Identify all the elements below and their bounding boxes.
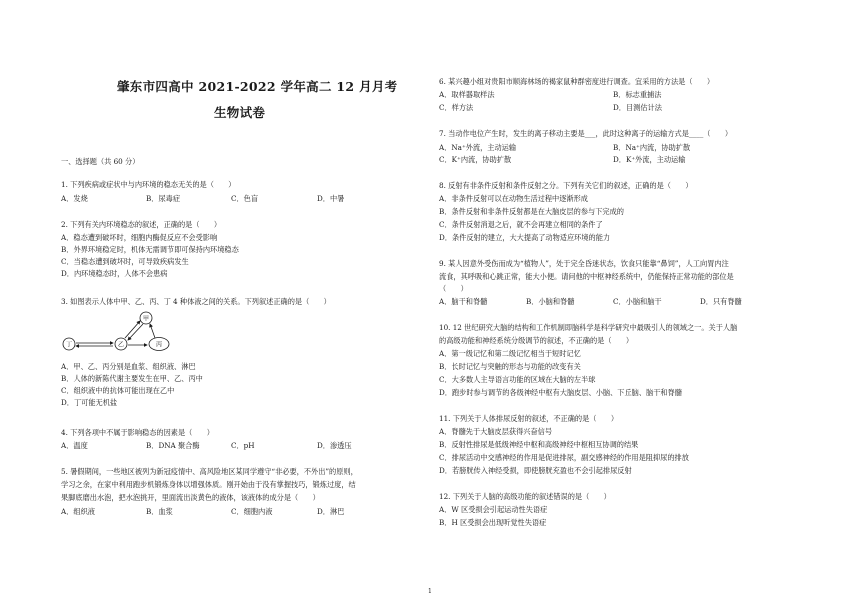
q7-stem: 7. 当动作电位产生时，发生的离子移动主要是___，此时这种离子的运输方式是____（ ） [439, 129, 733, 138]
q4-option-b: B．DNA 聚合酶 [146, 441, 200, 450]
label-bing: 丙 [155, 341, 163, 349]
q2-option-c: C．当稳态遭到破坏时，可导致疾病发生 [61, 257, 189, 266]
q6-option-d: D．目测估计法 [613, 103, 662, 112]
q1-option-a: A．发烧 [61, 194, 88, 203]
label-yi: 乙 [117, 341, 125, 349]
q10-option-b: B．长时记忆与突触的形态与功能的改变有关 [439, 362, 581, 371]
q3-option-b: B．人体的新陈代谢主要发生在甲、乙、丙中 [61, 374, 203, 383]
q3-option-c: C．组织液中的抗体可能出现在乙中 [61, 386, 175, 395]
q2-option-a: A．稳态遭到破坏时，细胞内酶促反应不会受影响 [61, 233, 218, 242]
q7-option-c: C．K⁺内流，协助扩散 [439, 155, 512, 164]
q7-option-d: D．K⁺外流，主动运输 [613, 155, 686, 164]
q5-option-c: C．细胞内液 [231, 507, 273, 516]
q9-option-d: D．只有脊髓 [700, 297, 742, 306]
q1-option-c: C．色盲 [231, 194, 259, 203]
q2-option-d: D．内环境稳态时，人体不会患病 [61, 269, 168, 278]
label-ding: 丁 [65, 341, 73, 349]
q11-stem: 11. 下列关于人体排尿反射的叙述，不正确的是（ ） [439, 414, 619, 423]
exam-subtitle: 生物试卷 [214, 105, 266, 120]
q8-option-c: C．条件反射消退之后，就不会再建立相同的条件了 [439, 220, 603, 229]
label-jia: 甲 [142, 315, 150, 323]
q9-option-a: A．脑干和脊髓 [439, 297, 488, 306]
q12-option-b: B．H 区受损会出现听觉性失语症 [439, 518, 547, 527]
q10-option-a: A．第一级记忆和第二级记忆相当于短时记忆 [439, 349, 581, 358]
q5-option-a: A．组织液 [61, 507, 95, 516]
q9-option-c: C．小脑和脑干 [613, 297, 662, 306]
q5-option-d: D．淋巴 [317, 507, 345, 516]
q11-option-b: B．反射性排尿是低级神经中枢和高级神经中枢相互协调的结果 [439, 440, 639, 449]
q10-option-c: C．大多数人主导语言功能的区域在大脑的左半球 [439, 375, 596, 384]
q8-option-b: B．条件反射和非条件反射都是在大脑皮层的参与下完成的 [439, 207, 624, 216]
q5-stem-line3: 果脚底磨出水泡，把水泡挑开，里面流出淡黄色的液体，该液体的成分是（ ） [61, 493, 320, 502]
section-heading: 一、选择题（共 60 分） [61, 157, 140, 166]
q6-option-c: C．样方法 [439, 103, 474, 112]
q9-stem-line2: 流食，其呼吸和心跳正常，能大小便。请问他的中枢神经系统中，仍能保持正常功能的部位是 [439, 272, 734, 281]
q2-stem: 2. 下列有关内环境稳态的叙述，正确的是（ ） [61, 220, 222, 229]
exam-title: 肇东市四高中 2021-2022 学年高二 12 月月考 [117, 79, 398, 94]
page-number: 1 [428, 588, 432, 595]
q7-option-b: B．Na⁺内流，协助扩散 [613, 143, 691, 152]
q6-stem: 6. 某兴趣小组对贵阳市顺海林场的褐家鼠种群密度进行调查。宜采用的方法是（ ） [439, 77, 715, 86]
q5-stem-line2: 学习之余，在家中利用跑步机锻炼身体以增强体质。刚开始由于没有掌握技巧，锻炼过度，结 [61, 480, 356, 489]
q11-option-c: C．排尿活动中交感神经的作用是促进排尿，副交感神经的作用是阻抑尿的排放 [439, 453, 689, 462]
q11-option-d: D．若膀胱传入神经受损，即使膀胱充盈也不会引起排尿反射 [439, 466, 632, 475]
q12-option-a: A．W 区受损会引起运动性失语症 [439, 505, 548, 514]
q3-stem: 3. 如图表示人体中甲、乙、丙、丁 4 种体液之间的关系。下列叙述正确的是（ ） [61, 297, 331, 306]
q12-stem: 12. 下列关于人脑的高级功能的叙述错误的是（ ） [439, 492, 611, 501]
q6-option-b: B．标志重捕法 [613, 90, 662, 99]
q5-stem-line1: 5. 暑假期间，一些地区被列为新冠疫情中、高风险地区某同学遵守“非必要，不外出”的原则， [61, 467, 358, 476]
q3-option-d: D．丁可能无机盐 [61, 398, 118, 407]
q10-option-d: D．跑步时参与调节的各级神经中枢有大脑皮层、小脑、下丘脑、脑干和脊髓 [439, 388, 682, 397]
arrow-bing-jia [150, 324, 155, 338]
q8-stem: 8. 反射有非条件反射和条件反射之分。下列有关它们的叙述，正确的是（ ） [439, 181, 693, 190]
q9-stem-line1: 9. 某人因意外受伤而成为“植物人”，处于完全昏迷状态，饮食只能靠“鼻饲”，人工向胃内注 [439, 259, 729, 268]
q3-option-a: A．甲、乙、丙分别是血浆、组织液、淋巴 [61, 362, 196, 371]
q7-option-a: A．Na⁺外流，主动运输 [439, 143, 517, 152]
q1-option-d: D．中暑 [317, 194, 345, 203]
q8-option-d: D．条件反射的建立，大大提高了动物适应环境的能力 [439, 233, 611, 242]
q9-option-b: B．小脑和脊髓 [526, 297, 575, 306]
q5-option-b: B．血浆 [146, 507, 173, 516]
q2-option-b: B．外界环境稳定时，机体无需调节即可保持内环境稳态 [61, 245, 239, 254]
q4-option-a: A．温度 [61, 441, 88, 450]
q8-option-a: A．非条件反射可以在动物生活过程中逐渐形成 [439, 194, 588, 203]
q4-option-d: D．渗透压 [317, 441, 352, 450]
q4-option-c: C．pH [231, 441, 255, 450]
q9-stem-line3: （ ） [439, 284, 468, 293]
q1-stem: 1. 下列疾病或症状中与内环境的稳态无关的是（ ） [61, 180, 236, 189]
body-fluid-diagram [55, 307, 190, 357]
q1-option-b: B．尿毒症 [146, 194, 181, 203]
q11-option-a: A．脊髓先于大脑皮层获得兴奋信号 [439, 427, 553, 436]
q4-stem: 4. 下列各项中不属于影响稳态的因素是（ ） [61, 428, 214, 437]
q6-option-a: A．取样器取样法 [439, 90, 495, 99]
q10-stem-line1: 10. 12 世纪研究大脑的结构和工作机制即脑科学是科学研究中最吸引人的领域之一。关于人脑 [439, 323, 738, 332]
q10-stem-line2: 的高级功能和神经系统分级调节的叙述，不正确的是（ ） [439, 336, 634, 345]
